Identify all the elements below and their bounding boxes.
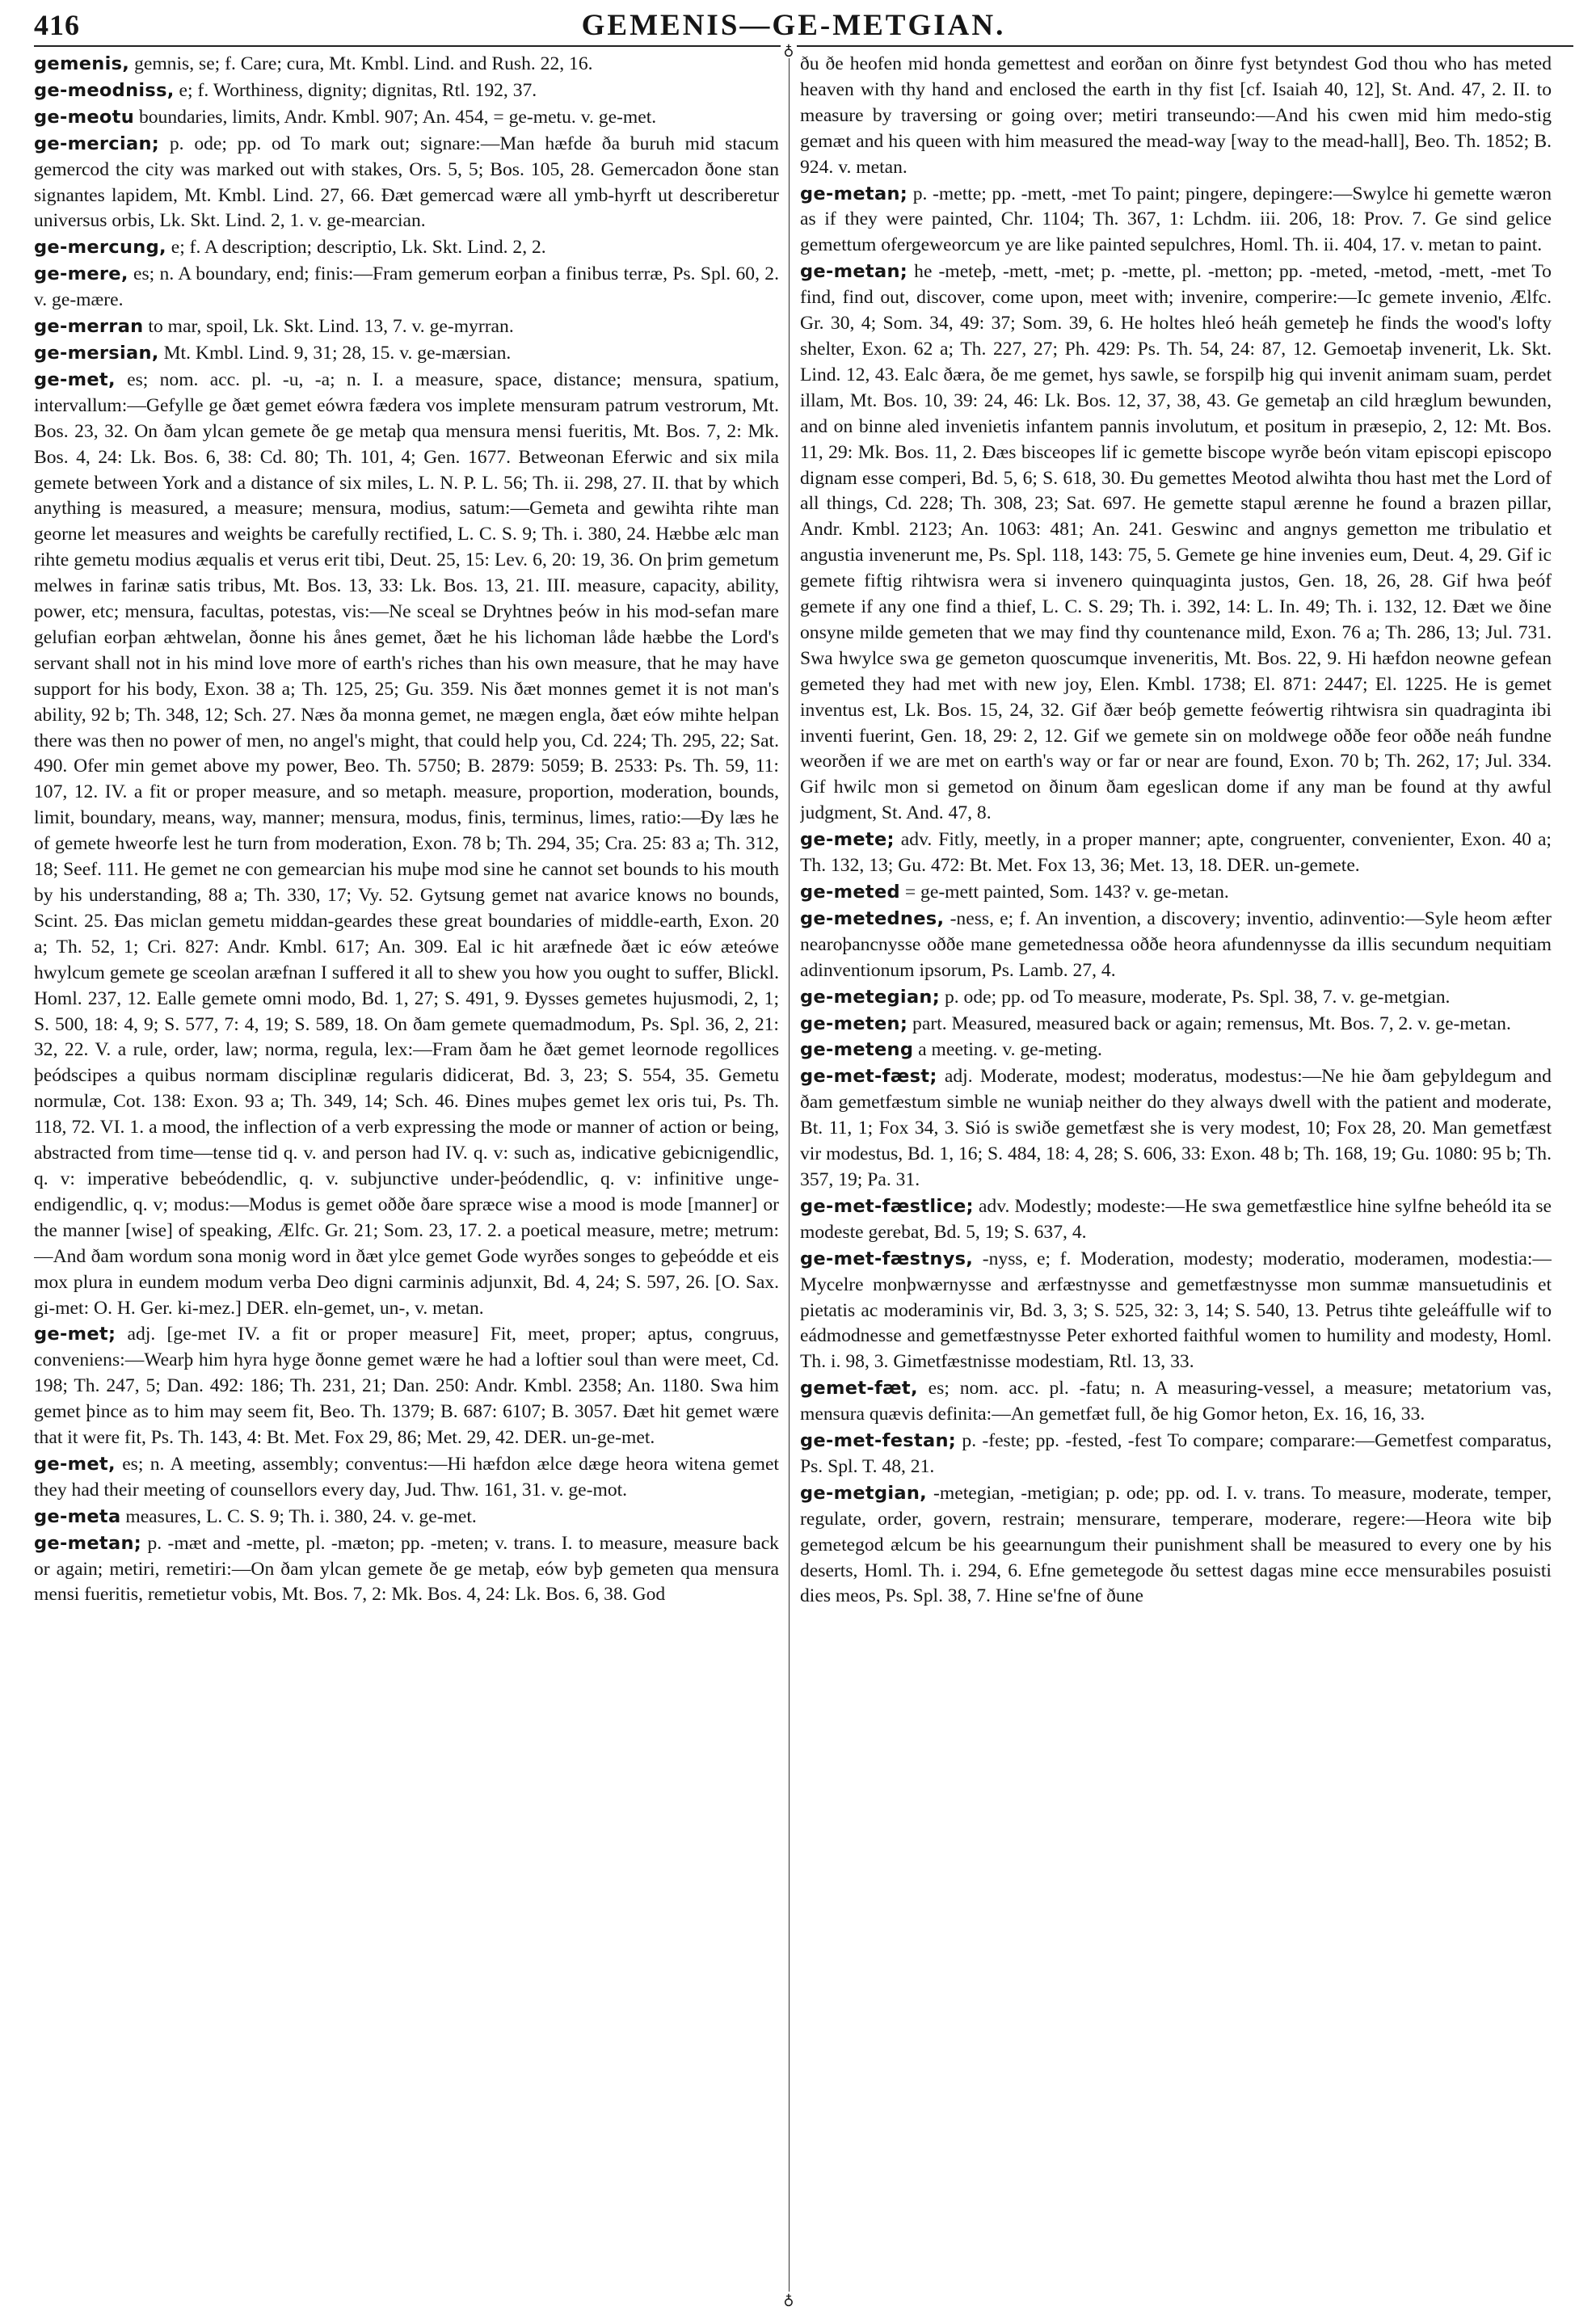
entry-text: adv. Fitly, meetly, in a proper manner; apte, congruenter, convenienter, Exon. 40 a; Th. 132, 13; Gu. 472: Bt. Met. Fox 13, 36; Met. 13, 18. DER. un-gemete.	[800, 829, 1552, 877]
entry-text: measures, L. C. S. 9; Th. i. 380, 24. v. ge-met.	[125, 1505, 477, 1527]
entry-headword: ge-merran	[34, 316, 144, 338]
dictionary-entry	[800, 1481, 1552, 1610]
dictionary-entry	[34, 105, 779, 131]
dictionary-entry	[800, 1376, 1552, 1428]
column-divider	[789, 50, 790, 2296]
dictionary-entry	[34, 235, 779, 261]
dictionary-entry	[800, 880, 1552, 906]
dictionary-entry	[800, 52, 1552, 181]
entry-headword: ge-mete;	[800, 829, 895, 851]
dictionary-entry	[800, 1194, 1552, 1246]
left-column	[34, 52, 779, 2298]
dictionary-entry	[800, 985, 1552, 1011]
entry-text: Mt. Kmbl. Lind. 9, 31; 28, 15. v. ge-mærsian.	[163, 342, 512, 364]
entry-text: p. ode; pp. od To measure, moderate, Ps. Spl. 38, 7. v. ge-metgian.	[944, 986, 1451, 1008]
dictionary-entry	[800, 1064, 1552, 1193]
right-column	[800, 52, 1552, 2298]
entry-text: -ness, e; f. An invention, a discovery; inventio, adinventio:—Syle heom æfter nearoþancnysse oððe mane gemetednessa oððe heora afundennysse da illis secundum nequitiam adinventionum ipsorum, Ps. Lamb. 27, 4.	[800, 907, 1552, 981]
entry-headword: ge-met-fæstlice;	[800, 1195, 974, 1217]
entry-text: to mar, spoil, Lk. Skt. Lind. 13, 7. v. ge-myrran.	[148, 316, 514, 338]
entry-text: a meeting. v. ge-meting.	[918, 1039, 1102, 1061]
dictionary-entry	[34, 1452, 779, 1504]
entry-headword: ge-met-fæstnys,	[800, 1248, 974, 1269]
dictionary-entry	[800, 1247, 1552, 1376]
dictionary-entry	[800, 1038, 1552, 1063]
entry-headword: ge-met-fæst;	[800, 1066, 937, 1088]
entry-headword: ge-meted	[800, 882, 900, 903]
entry-headword: ge-met;	[34, 1324, 116, 1345]
entry-headword: ge-meta	[34, 1505, 121, 1527]
entry-text: = ge-mett painted, Som. 143? v. ge-metan.	[904, 882, 1229, 903]
dictionary-entry	[34, 52, 779, 78]
running-head: GEMENIS—GE-METGIAN.	[581, 9, 1006, 42]
page-header	[34, 8, 1553, 44]
entry-text: -metegian, -metigian; p. ode; pp. od. I. v. trans. To measure, moderate, temper, regulate, order, govern, restrain; mensurare, temperare, moderare, regere:—Heora wite biþ gemetegod ælcum be his geearnungum their punishment shall be measured to every one by his deserts, Homl. Th. i. 294, 6. Efne gemetegode ðu settest dagas mine ecce mensurabiles posuisti dies meos, Ps. Spl. 38, 7. Hine se'fne of ðune	[800, 1482, 1552, 1607]
dictionary-entry	[800, 827, 1552, 879]
dictionary-entry	[800, 1429, 1552, 1480]
entry-headword: ge-meotu	[34, 106, 135, 128]
entry-headword: ge-meodniss,	[34, 79, 175, 101]
entry-text: es; nom. acc. pl. -u, -a; n. I. a measure, space, distance; mensura, spatium, intervallum:—Gefylle ge ðæt gemet eówra fædera vos implete mensuram patrum vestrorum, Mt. Bos. 23, 32. On ðam ylcan gemete ðe ge metaþ qua mensura mensi fueritis, Mt. Bos. 7, 2: Mk. Bos. 4, 24: Lk. Bos. 6, 38: Cd. 80; Th. 101, 4; Gen. 1677. Betweonan Eferwic and six mila gemete between York and a distance of six miles, L. N. P. L. 56; Th. ii. 298, 27. II. that by which anything is measured, a measure; mensura, modius, satum:—Gemeta and gewihta rihte man georne let measures and weights be carefully rectified, L. C. S. 9; Th. i. 380, 24. Hæbbe ælc man rihte gemetu modius æqualis et verus erit tibi, Deut. 25, 15: Lev. 6, 20: 19, 36. On þrim gemetum melwes in farinæ satis tribus, Mt. Bos. 13, 33: Lk. Bos. 13, 21. III. measure, capacity, ability, power, etc; mensura, facultas, potestas, vis:—Ne sceal se Dryhtnes þeów in his mod-sefan mare gelufian eorþan æhtwelan, ðonne his ånes gemet, ðæt he his lichoman låde hæbbe the Lord's servant shall not in his mind love more of earth's riches than his own measure, that he may have support for his body, Exon. 38 a; Th. 125, 25; Gu. 359. Nis ðæt monnes gemet it is not man's ability, 92 b; Th. 348, 12; Sch. 27. Næs ða monna gemet, ne mægen engla, ðæt eów mihte helpan there was then no power of men, no angel's might, that could help you, Cd. 224; Th. 295, 22; Sat. 490. Ofer min gemet above my power, Beo. Th. 5750; B. 2879: 5059; B. 2533: Ps. Th. 59, 11: 107, 12. IV. a fit or proper measure, and so metaph. measure, proportion, moderation, bounds, limit, boundary, means, way, manner; mensura, modus, finis, terminus, limes, ratio:—Ðy læs he of gemete hweorfe lest he turn from moderation, Exon. 78 b; Th. 294, 35; Cra. 25: 83 a; Th. 312, 18; Seef. 111. He gemet ne con gemearcian his muþe mod sine he cannot set bounds to his mouth by his understanding, 88 a; Th. 330, 17; Vy. 52. Gytsung gemet nat avarice knows no bounds, Scint. 25. Ðas miclan gemetu middan-geardes these great boundaries of middle-earth, Exon. 20 a; Th. 52, 1; Cri. 827: Andr. Kmbl. 617; An. 309. Eal ic hit aræfnede ðæt ic eów æteówe hwylcum gemete ge sceolan aræfnan I suffered it all to shew you how you ought to suffer, Blickl. Homl. 237, 12. Ealle gemete omni modo, Bd. 1, 27; S. 491, 9. Ðysses gemetes hujusmodi, 2, 1; S. 500, 18: 4, 9; S. 577, 7: 4, 19; S. 589, 18. On ðam gemete quemadmodum, Ps. Spl. 36, 2, 21: 32, 22. V. a rule, order, law; norma, regula, lex:—Fram ðam he ðæt gemet leornode regollices þeódscipes a quibus normam disciplinæ regularis didicerat, Bd. 3, 23; S. 554, 35. Gemetu normulæ, Cot. 138: Exon. 93 a; Th. 349, 14; Sch. 46. Ðines muþes gemet lex oris tui, Ps. Th. 118, 72. VI. 1. a mood, the inflection of a verb expressing the mode or manner of action or being, abstracted from time—tense tid q. v. and person had IV. q. v: such as, indicative gebicnigendlic, q. v: imperative bebeódendlic, q. v. subjunctive under-þeódendlic, q. v: infinitive unge-endigendlic, q. v; modus:—Modus is gemet oððe ðare spræce wise a mood is mode [manner] or the manner [wise] of speaking, Ælfc. Gr. 21; Som. 23, 17. 2. a poetical measure, metre; metrum:—And ðam wordum sona monig word in ðæt ylce gemet Gode wyrðes songes to geþeódde et eis mox plura in eundem modum verba Deo digni carminis adjunxit, Bd. 4, 24; S. 597, 26. [O. Sax. gi-met: O. H. Ger. ki-mez.] DER. eln-gemet, un-, v. metan.	[34, 368, 779, 1319]
header-rule	[34, 45, 1573, 47]
entry-text: gemnis, se; f. Care; cura, Mt. Kmbl. Lind. and Rush. 22, 16.	[134, 53, 593, 74]
entry-text: es; nom. acc. pl. -fatu; n. A measuring-vessel, a measure; metatorium vas, mensura quævis definita:—An gemetfæt full, ðe hig Gomor heton, Ex. 16, 16, 33.	[800, 1378, 1552, 1425]
dictionary-entry	[34, 1505, 779, 1530]
entry-headword: ge-metan;	[800, 183, 908, 204]
dictionary-entry	[800, 907, 1552, 984]
entry-text: adv. Modestly; modeste:—He swa gemetfæstlice hine sylfne beheóld ita se modeste gerebat, Bd. 5, 19; S. 637, 4.	[800, 1195, 1552, 1243]
entry-headword: ge-mersian,	[34, 342, 159, 364]
dictionary-entry	[34, 341, 779, 367]
entry-text: p. -mette; pp. -mett, -met To paint; pingere, depingere:—Swylce hi gemette wæron as if they were painted, Chr. 1104; Th. 367, 1: Lchdm. iii. 206, 18: Prov. 7. Ge sind gelice gemettum ofergeweorcum ye are like painted sepulchres, Homl. Th. ii. 404, 17. v. metan to paint.	[800, 183, 1552, 256]
entry-headword: ge-met,	[34, 1453, 116, 1475]
entry-text: boundaries, limits, Andr. Kmbl. 907; An. 454, = ge-metu. v. ge-met.	[138, 106, 657, 128]
entry-headword: ge-meteng	[800, 1039, 914, 1061]
entry-headword: ge-metgian,	[800, 1482, 928, 1504]
entry-headword: ge-metednes,	[800, 907, 945, 929]
entry-text: he -meteþ, -mett, -met; p. -mette, pl. -metton; pp. -meted, -metod, -mett, -met To find, find out, discover, come upon, meet with; invenire, comperire:—Ic gemete invenio, Ælfc. Gr. 30, 4; Som. 34, 49: 37; Som. 39, 6. He holtes hleó heáh gemeteþ he finds the wood's lofty shelter, Exon. 62 a; Th. 227, 27; Ph. 429: Ps. Th. 54, 24: 87, 12. Gemoetaþ invenerit, Lk. Skt. Lind. 12, 43. Ealc ðæra, ðe me gemet, hys sawle, se forspilþ hig qui invenit animam suam, perdet illam, Mt. Bos. 10, 39: 24, 46: Lk. Bos. 12, 37, 38, 43. Ge gemetaþ an cild hræglum bewunden, and on binne aled invenietis infantem pannis involutum, et positum in præsepio, 2, 12: Mt. Bos. 11, 29: Mk. Bos. 11, 2. Ðæs bisceopes lif ic gemette biscope wyrðe beón vitam episcopi episcopo dignam esse comperi, Bd. 5, 6; S. 618, 30. Ðu gemettes Meotod alwihta thou hast met the Lord of all things, Cd. 228; Th. 308, 23; Sat. 697. He gemette stapul ærenne he found a brazen pillar, Andr. Kmbl. 2123; An. 1063: 481; An. 241. Geswinc and angnys gemetton me tribulatio et angustia invenerunt me, Ps. Spl. 118, 143: 75, 5. Gemete ge hine invenies eum, Deut. 4, 29. Gif ic gemete fiftig rihtwisra wera si invenero quinquaginta justos, Gen. 18, 26, 28. Gif hwa þeóf gemete if any one find a thief, L. C. S. 29; Th. i. 392, 14: L. In. 49; Th. i. 132, 12. Ðæt we ðine onsyne milde gemeten that we may find thy countenance mild, Exon. 76 a; Th. 286, 13; Jul. 731. Swa hwylce swa ge gemeton quoscumque inveneritis, Mt. Bos. 22, 9. Hi hæfdon neowne gefean gemeted they had met with new joy, Elen. Kmbl. 1738; El. 871: 2447; El. 1225. He is gemet inventus est, Lk. Bos. 15, 24, 32. Gif ðær beóþ gemette feówertig rihtwisra sin quadraginta ibi inventi fuerint, Gen. 18, 29: 2, 12. Gif we gemete sin on moldwege oððe feor oððe neáh fundne weorðen if we are met on earth's way or far or near are found, Exon. 70 b; Th. 262, 17; Jul. 334. Gif hwilc mon si gemetod on ðinum ðam egeslican dome if any man be found at thy awful judgment, St. And. 47, 8.	[800, 261, 1552, 824]
dictionary-entry	[34, 262, 779, 314]
entry-text: part. Measured, measured back or again; remensus, Mt. Bos. 7, 2. v. ge-metan.	[912, 1012, 1511, 1034]
entry-headword: ge-meten;	[800, 1012, 908, 1034]
dictionary-entry	[34, 314, 779, 340]
entry-text: p. -mæt and -mette, pl. -mæton; pp. -meten; v. trans. I. to measure, measure back or again; metiri, remetiri:—On ðam ylcan gemete ðe ge metaþ, eów byþ gemeten qua mensura mensi fueritis, remetietur vobis, Mt. Bos. 7, 2: Mk. Bos. 4, 24: Lk. Bos. 6, 38. God	[34, 1532, 779, 1606]
entry-text: -nyss, e; f. Moderation, modesty; moderatio, moderamen, modestia:—Mycelre monþwærnysse and ærfæstnysse and gemetfæstnysse mon summæ mansuetudinis et pietatis ac moderaminis vir, Bd. 3, 3; S. 525, 32: 3, 14; S. 540, 13. Petrus tihte geleáffulle wif to eádmodnesse and gemetfæstnysse Peter exhorted faithful women to humility and modesty, Homl. Th. i. 98, 3. Gimetfæstnisse modestiam, Rtl. 13, 33.	[800, 1248, 1552, 1373]
entry-text: adj. [ge-met IV. a fit or proper measure] Fit, meet, proper; aptus, congruus, conveniens:—Wearþ him hyra hyge ðonne gemet wære he had a loftier soul than were meet, Cd. 198; Th. 247, 5; Dan. 492: 186; Th. 231, 21; Dan. 250: Andr. Kmbl. 2358; An. 1180. Swa him gemet þince as to him may seem fit, Beo. Th. 1379; B. 687: 6107; B. 3057. Ðæt hit gemet wære that it were fit, Ps. Th. 143, 4: Bt. Met. Fox 29, 86; Met. 29, 42. DER. un-ge-met.	[34, 1324, 779, 1449]
entry-headword: gemenis,	[34, 53, 130, 74]
entry-headword: ge-met-festan;	[800, 1430, 957, 1452]
dictionary-entry	[34, 1531, 779, 1609]
divider-ornament-top: ♁	[781, 42, 797, 58]
entry-text: es; n. A meeting, assembly; conventus:—Hi hæfdon ælce dæge heora witena gemet they had their meeting of counsellors every day, Jud. Thw. 161, 31. v. ge-mot.	[34, 1453, 779, 1501]
entry-headword: ge-met,	[34, 368, 116, 390]
divider-ornament-bottom: ♁	[781, 2292, 797, 2308]
entry-text: es; n. A boundary, end; finis:—Fram gemerum eorþan a finibus terræ, Ps. Spl. 60, 2. v. ge-mære.	[34, 263, 779, 311]
entry-headword: gemet-fæt,	[800, 1378, 918, 1400]
page-number: 416	[34, 9, 80, 41]
entry-text: p. ode; pp. od To mark out; signare:—Man hæfde ða buruh mid stacum gemercod the city was marked out with stakes, Ors. 5, 5; Bos. 105, 28. Gemercadon ðone stan signantes lapidem, Mt. Kmbl. Lind. 27, 66. Ðæt gemercad wære all ymb-hyrft ut describeretur universus orbis, Lk. Skt. Lind. 2, 1. v. ge-mearcian.	[34, 133, 779, 232]
dictionary-entry	[34, 368, 779, 1322]
entry-headword: ge-metan;	[800, 261, 908, 283]
entry-headword: ge-mercung,	[34, 237, 166, 259]
entry-headword: ge-mercian;	[34, 133, 160, 154]
entry-text: ðu ðe heofen mid honda gemettest and eorðan on ðinre fyst betyndest God thou who has meted heaven with thy hand and enclosed the earth in thy fist [cf. Isaiah 40, 12], St. And. 47, 2. II. to measure by traversing or going over; metiri transeundo:—And his cwen mid him medo-stig gemæt and his queen with him measured the mead-way [way to the mead-hall], Beo. Th. 1852; B. 924. v. metan.	[800, 53, 1552, 178]
dictionary-entry	[34, 132, 779, 235]
entry-text: p. -feste; pp. -fested, -fest To compare; comparare:—Gemetfest comparatus, Ps. Spl. T. 48, 21.	[800, 1430, 1552, 1477]
entry-text: e; f. A description; descriptio, Lk. Skt. Lind. 2, 2.	[171, 237, 546, 259]
dictionary-entry	[800, 182, 1552, 259]
entry-text: e; f. Worthiness, dignity; dignitas, Rtl. 192, 37.	[179, 79, 537, 101]
entry-headword: ge-mere,	[34, 263, 128, 285]
dictionary-entry	[34, 78, 779, 104]
dictionary-entry	[800, 259, 1552, 827]
entry-text: adj. Moderate, modest; moderatus, modestus:—Ne hie ðam geþyldegum and ðam gemetfæstum simble ne wuniaþ neither do they always dwell with the patient and moderate, Bt. 11, 1; Fox 34, 3. Sió is swiðe gemetfæst she is very modest, 10; Fox 28, 20. Man gemetfæst vir modestus, Bd. 1, 16; S. 484, 18: 4, 28; S. 606, 33: Exon. 48 b; Th. 168, 19; Gu. 1080: 95 b; Th. 357, 19; Pa. 31.	[800, 1066, 1552, 1190]
dictionary-entry	[34, 1322, 779, 1451]
dictionary-entry	[800, 1012, 1552, 1038]
entry-headword: ge-metegian;	[800, 986, 941, 1008]
entry-headword: ge-metan;	[34, 1532, 142, 1554]
